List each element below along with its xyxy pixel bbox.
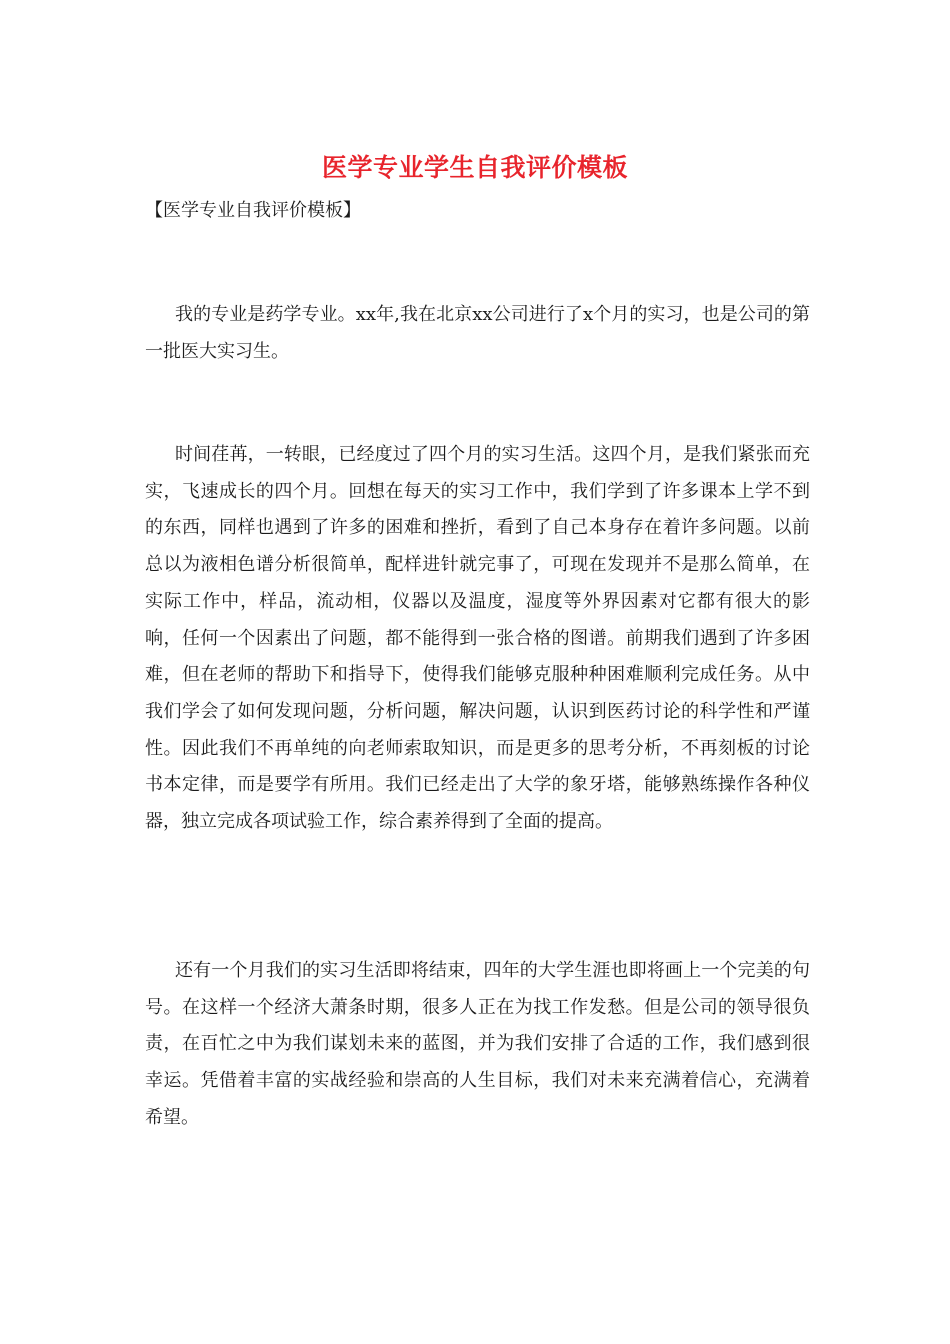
paragraph-internship-experience: 时间荏苒，一转眼，已经度过了四个月的实习生活。这四个月，是我们紧张而充实，飞速成长的四个月。回想在每天的实习工作中，我们学到了许多课本上学不到的东西，同样也遇到了许多的困难和挫折，看到了自己本身存在着许多问题。以前总以为液相色谱分析很简单，配样进针就完事了，可现在发现并不是那么简单，在实际工作中，样品，流动相，仪器以及温度，湿度等外界因素对它都有很大的影响，任何一个因素出了问题，都不能得到一张合格的图谱。前期我们遇到了许多困难，但在老师的帮助下和指导下，使得我们能够克服种种困难顺利完成任务。从中我们学会了如何发现问题，分析问题，解决问题，认识到医药讨论的科学性和严谨性。因此我们不再单纯的向老师索取知识，而是更多的思考分析，不再刻板的讨论书本定律，而是要学有所用。我们已经走出了大学的象牙塔，能够熟练操作各种仪器，独立完成各项试验工作，综合素养得到了全面的提高。 <box>145 444 810 833</box>
paragraph-intro: 我的专业是药学专业。xx年,我在北京xx公司进行了x个月的实习，也是公司的第一批医大实习生。 <box>145 304 810 362</box>
document-title: 医学专业学生自我评价模板 <box>321 153 628 182</box>
document-subtitle: 【医学专业自我评价模板】 <box>145 200 361 221</box>
paragraph-conclusion: 还有一个月我们的实习生活即将结束，四年的大学生涯也即将画上一个完美的句号。在这样一个经济大萧条时期，很多人正在为找工作发愁。但是公司的领导很负责，在百忙之中为我们谋划未来的蓝图，并为我们安排了合适的工作，我们感到很幸运。凭借着丰富的实战经验和崇高的人生目标，我们对未来充满着信心，充满着希望。 <box>145 960 810 1128</box>
